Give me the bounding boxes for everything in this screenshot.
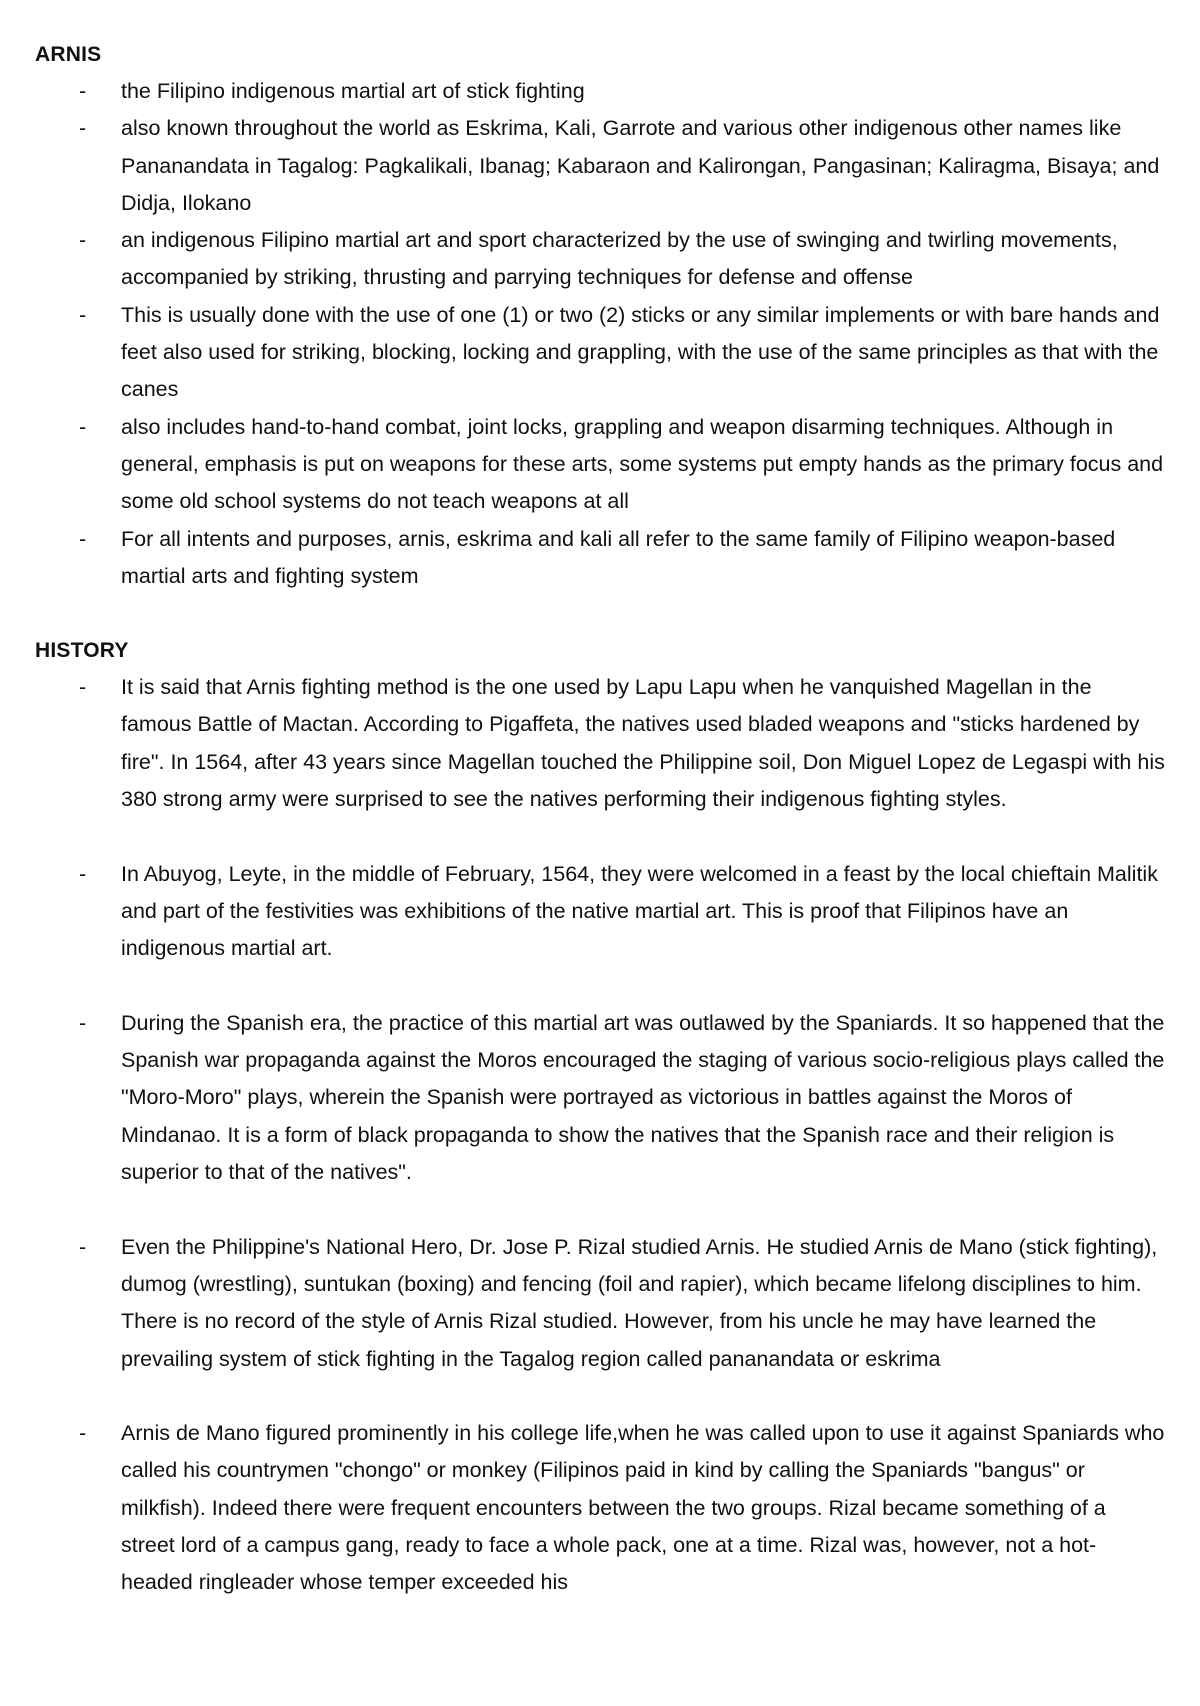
list-item: - It is said that Arnis fighting method is the one used by Lapu Lapu when he vanquished Magellan in the famous Battle of Mactan. According to Pigaffeta, the natives used bladed weapons and "sticks hardened by fire". In 1564, after 43 years since Magellan touched the Philippine soil, Don Miguel Lopez de Legaspi with his 380 strong army were surprised to see the natives performing their indigenous fighting styles. (35, 669, 1165, 818)
list-item: - also includes hand-to-hand combat, joint locks, grappling and weapon disarming techniques. Although in general, emphasis is put on weapons for these arts, some systems put empty hands as the primary focus and some old school systems do not teach weapons at all (35, 409, 1165, 521)
list-item: - In Abuyog, Leyte, in the middle of February, 1564, they were welcomed in a feast by the local chieftain Malitik and part of the festivities was exhibitions of the native martial art. This is proof that Filipinos have an indigenous martial art. (35, 856, 1165, 968)
list-item: - the Filipino indigenous martial art of stick fighting (35, 73, 1165, 110)
list-item: - Even the Philippine's National Hero, Dr. Jose P. Rizal studied Arnis. He studied Arnis de Mano (stick fighting), dumog (wrestling), suntukan (boxing) and fencing (foil and rapier), which became lifelong disciplines to him. There is no record of the style of Arnis Rizal studied. However, from his uncle he may have learned the prevailing system of stick fighting in the Tagalog region called pananandata or eskrima (35, 1229, 1165, 1378)
list-item: - For all intents and purposes, arnis, eskrima and kali all refer to the same family of Filipino weapon-based martial arts and fighting system (35, 521, 1165, 596)
arnis-bullet-list (35, 73, 1165, 595)
list-item: - This is usually done with the use of one (1) or two (2) sticks or any similar implements or with bare hands and feet also used for striking, blocking, locking and grappling, with the use of the same principles as that with the canes (35, 297, 1165, 409)
history-bullet-list (35, 669, 1165, 1601)
section-heading-history: HISTORY (35, 639, 129, 663)
document-page (35, 36, 1165, 1602)
list-item: - an indigenous Filipino martial art and sport characterized by the use of swinging and twirling movements, accompanied by striking, thrusting and parrying techniques for defense and offense (35, 222, 1165, 297)
list-item: - During the Spanish era, the practice of this martial art was outlawed by the Spaniards. It so happened that the Spanish war propaganda against the Moros encouraged the staging of various socio-religious plays called the "Moro-Moro" plays, wherein the Spanish were portrayed as victorious in battles against the Moros of Mindanao. It is a form of black propaganda to show the natives that the Spanish race and their religion is superior to that of the natives". (35, 1005, 1165, 1191)
list-item: - Arnis de Mano figured prominently in his college life,when he was called upon to use it against Spaniards who called his countrymen "chongo" or monkey (Filipinos paid in kind by calling the Spaniards "bangus" or milkfish). Indeed there were frequent encounters between the two groups. Rizal became something of a street lord of a campus gang, ready to face a whole pack, one at a time. Rizal was, however, not a hot-headed ringleader whose temper exceeded his (35, 1415, 1165, 1601)
list-item: - also known throughout the world as Eskrima, Kali, Garrote and various other indigenous other names like Pananandata in Tagalog: Pagkalikali, Ibanag; Kabaraon and Kalirongan, Pangasinan; Kaliragma, Bisaya; and Didja, Ilokano (35, 110, 1165, 222)
blank-line (35, 595, 1165, 632)
section-heading-arnis: ARNIS (35, 43, 102, 66)
